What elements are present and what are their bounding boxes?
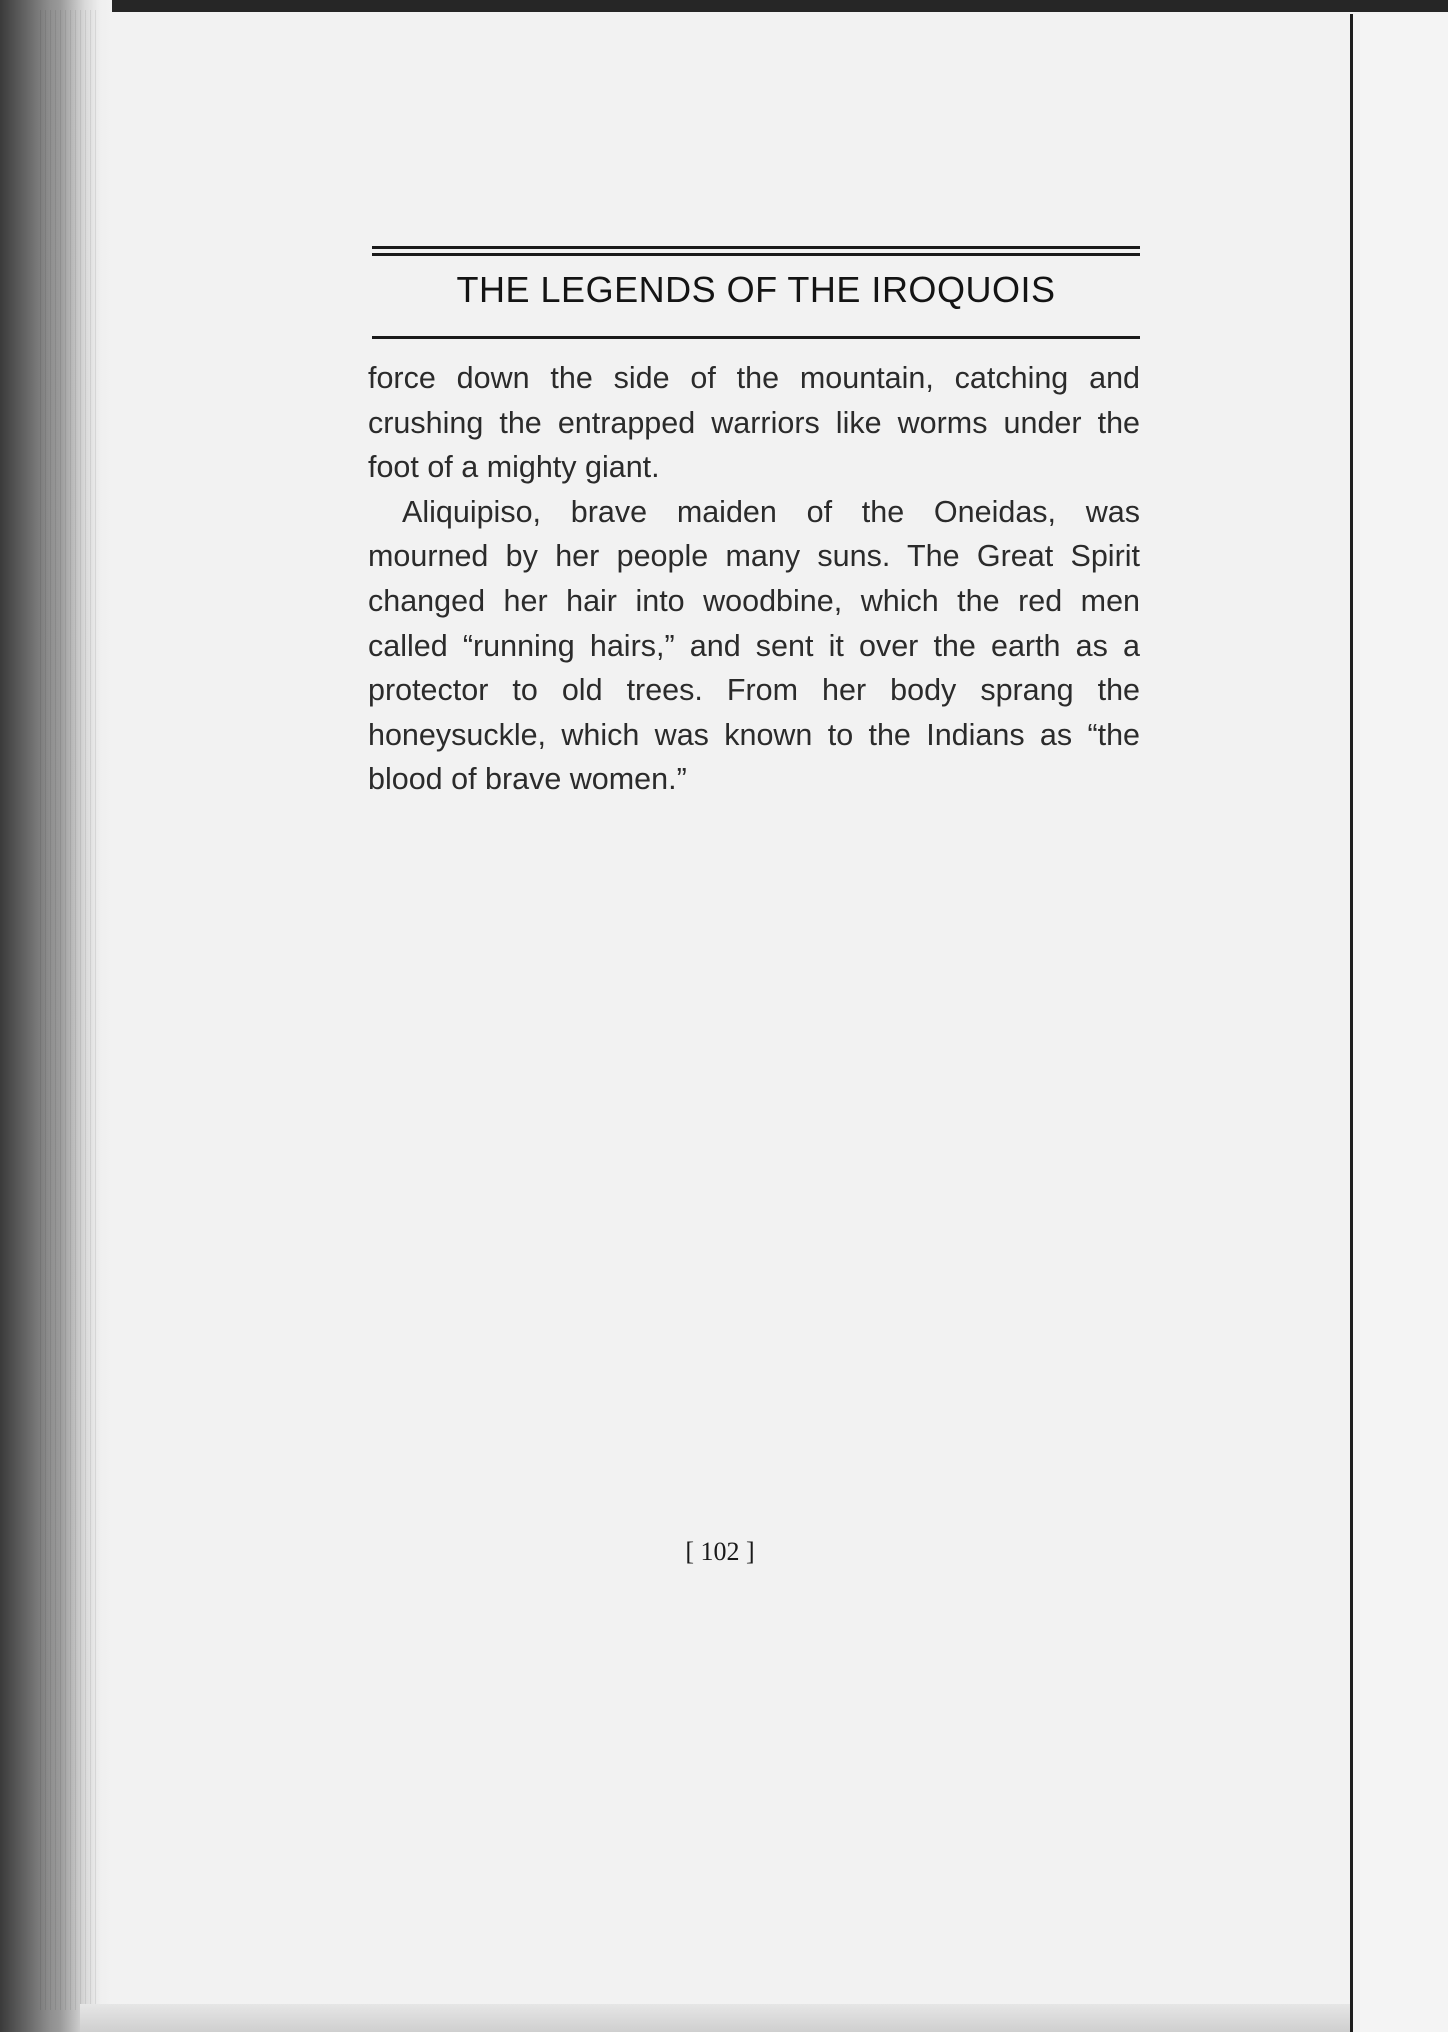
page-edge-texture	[40, 10, 100, 2010]
book-spine-edge	[0, 0, 112, 2032]
facing-page	[1353, 14, 1448, 2032]
page-bottom-shadow	[80, 2004, 1350, 2032]
paragraph-continued: force down the side of the mountain, catching and crushing the entrapped warriors like worms under the foot of a mighty giant.	[368, 361, 1140, 485]
body-text	[368, 356, 1140, 802]
page-gutter-line	[1350, 14, 1353, 2032]
rule-line	[372, 246, 1140, 249]
rule-line	[372, 253, 1140, 256]
running-head-double-rule	[372, 246, 1140, 258]
page-number: [ 102 ]	[685, 1537, 755, 1566]
running-head: THE LEGENDS OF THE IROQUOIS	[456, 269, 1056, 310]
running-head-bottom-rule	[372, 336, 1140, 339]
paragraph-aliquipiso: Aliquipiso, brave maiden of the Oneidas, was mourned by her people many suns. The Great Spirit changed her hair into woodbine, which the red men called “running hairs,” and sent it over the earth as a protector to old trees. From her body sprang the honeysuckle, which was known to the Indians as “the blood of brave women.”	[368, 494, 1140, 797]
book-page	[108, 12, 1448, 2022]
